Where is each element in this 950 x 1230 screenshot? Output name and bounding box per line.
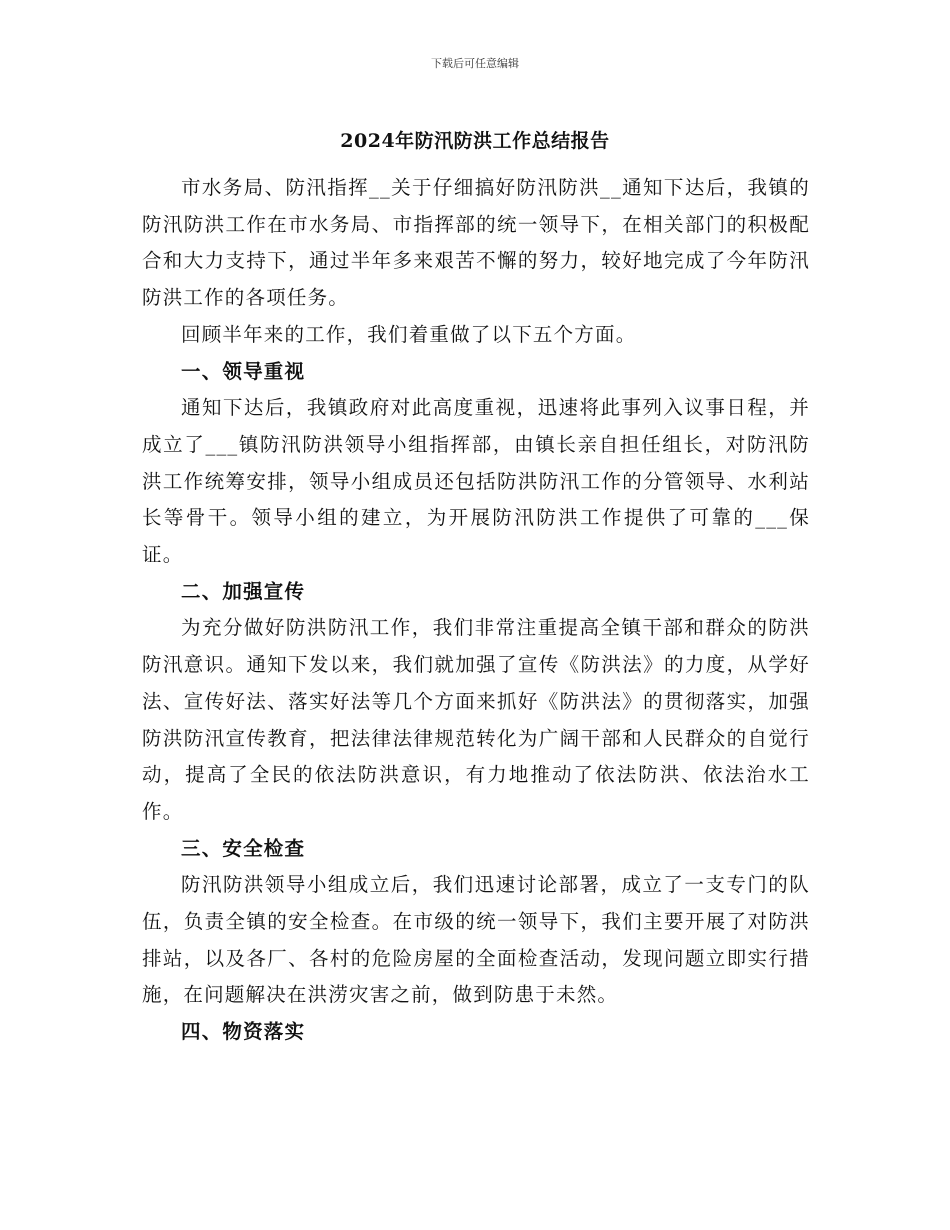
safety-check-paragraph: 防汛防洪领导小组成立后，我们迅速讨论部署，成立了一支专门的队伍，负责全镇的安全检查。在市级的统一领导下，我们主要开展了对防洪排站，以及各厂、各村的危险房屋的全面检查活动，发现问题立即实行措施，在问题解决在洪涝灾害之前，做到防患于未然。 [142, 873, 810, 1007]
section-heading-publicity: 二、加强宣传 [181, 579, 306, 603]
section-heading-safety-check: 三、安全检查 [181, 836, 306, 860]
document-title: 2024年防汛防洪工作总结报告 [340, 130, 610, 152]
leadership-paragraph: 通知下达后，我镇政府对此高度重视，迅速将此事列入议事日程，并成立了___镇防汛防洪领导小组指挥部，由镇长亲自担任组长，对防汛防洪工作统筹安排，领导小组成员还包括防洪防汛工作的分管领导、水利站长等骨干。领导小组的建立，为开展防汛防洪工作提供了可靠的___保证。 [142, 396, 810, 567]
section-heading-materials: 四、物资落实 [181, 1020, 306, 1044]
header-note: 下载后可任意编辑 [431, 57, 519, 70]
document-body [142, 170, 810, 1051]
section-heading-leadership: 一、领导重视 [181, 359, 306, 383]
overview-paragraph: 回顾半年来的工作，我们着重做了以下五个方面。 [181, 322, 637, 346]
intro-paragraph: 市水务局、防汛指挥__关于仔细搞好防汛防洪__通知下达后，我镇的防汛防洪工作在市水务局、市指挥部的统一领导下，在相关部门的积极配合和大力支持下，通过半年多来艰苦不懈的努力，较好地完成了今年防汛防洪工作的各项任务。 [142, 176, 810, 310]
publicity-paragraph: 为充分做好防洪防汛工作，我们非常注重提高全镇干部和群众的防洪防汛意识。通知下发以来，我们就加强了宣传《防洪法》的力度，从学好法、宣传好法、落实好法等几个方面来抓好《防洪法》的贯彻落实，加强防洪防汛宣传教育，把法律法律规范转化为广阔干部和人民群众的自觉行动，提高了全民的依法防洪意识，有力地推动了依法防洪、依法治水工作。 [142, 616, 810, 823]
